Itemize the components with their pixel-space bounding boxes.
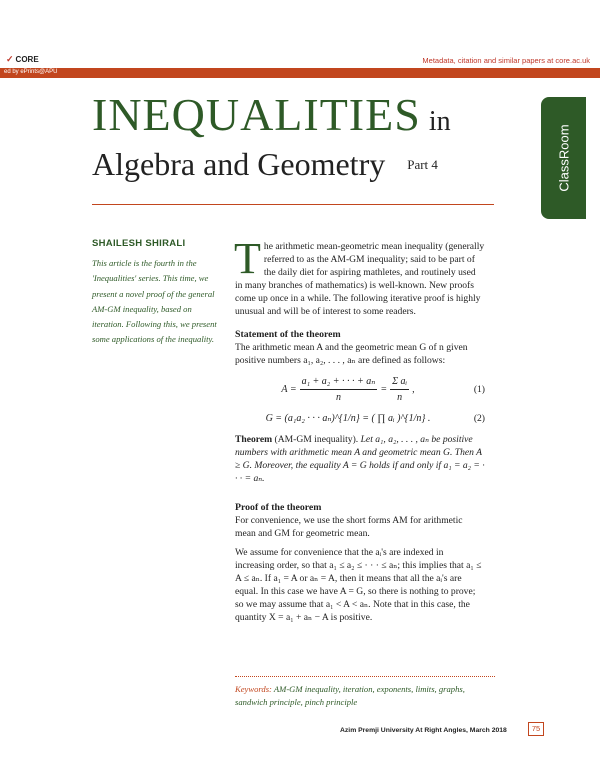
equation-2-body: G = (a₁a₂ · · · aₙ)^{1/n} = ( ∏ aᵢ )^{1/n} . — [265, 413, 431, 424]
equation-2 — [235, 412, 485, 425]
core-logo-text: CORE — [15, 55, 39, 64]
statement-heading: Statement of the theorem — [235, 329, 341, 340]
eq1-sum-numerator: Σ aᵢ — [390, 375, 409, 390]
theorem-text: Let a₁, a₂, . . . , aₙ be positive numbers with arithmetic mean A and geometric mean G. Then A ≥ G. Moreover, the equality A = G holds if and only if a₁ = a₂ = · · · = aₙ. — [235, 434, 485, 484]
dropcap: T — [234, 234, 261, 283]
eq1-lhs: A = — [281, 384, 297, 395]
eq2-number: (2) — [473, 413, 485, 424]
keywords-divider — [235, 676, 495, 677]
proof-paragraph-1: For convenience, we use the short forms AM for arithmetic mean and GM for geometric mean. — [235, 515, 463, 539]
footer-publication: Azim Premji University At Right Angles, March 2018 — [340, 727, 507, 734]
core-icon: ✓ — [6, 54, 14, 64]
keywords-text: AM-GM inequality, iteration, exponents, limits, graphs, sandwich principle, pinch principle — [235, 684, 465, 707]
title-subtitle: Algebra and Geometry — [92, 146, 386, 182]
theorem-name: (AM-GM inequality). — [272, 434, 359, 445]
section-tab — [541, 97, 586, 219]
title-in: in — [428, 106, 451, 137]
proof-heading: Proof of the theorem — [235, 502, 322, 513]
eq1-sum-denominator: n — [397, 392, 403, 403]
theorem-statement — [235, 433, 485, 485]
eq1-denominator: n — [335, 392, 341, 403]
title-line-1 — [92, 88, 451, 141]
intro-text: he arithmetic mean-geometric mean inequality (generally referred to as the AM-GM inequality; said to be part of the daily diet for aspiring mathletes, and routinely used in many branches of mathematics) is well-known. New proofs come up once in a while. The following iterative proof is highly unusual and will be of interest to some readers. — [235, 241, 485, 317]
title-divider — [92, 204, 494, 205]
equation-1 — [235, 375, 485, 404]
eq1-equals: = — [380, 384, 388, 395]
keywords — [235, 683, 495, 708]
core-strip — [0, 68, 600, 78]
statement-text: The arithmetic mean A and the geometric mean G of n given positive numbers a₁, a₂, . . . , aₙ are defined as follows: — [235, 342, 468, 366]
eq1-tail: , — [412, 384, 415, 395]
eq1-numerator: a₁ + a₂ + · · · + aₙ — [300, 375, 378, 390]
core-logo[interactable] — [6, 54, 39, 65]
eq1-fraction-1 — [300, 375, 378, 404]
abstract: This article is the fourth in the 'Inequalities' series. This time, we present a novel proof of the general AM-GM inequality, based on iteration. Following this, we present some applications of the inequality. — [92, 258, 217, 345]
core-strip-text[interactable]: ed by ePrints@APU — [4, 69, 58, 75]
intro-paragraph — [234, 234, 485, 318]
title-part: Part 4 — [407, 157, 438, 172]
author-name: SHAILESH SHIRALI — [92, 238, 186, 249]
eq1-fraction-2 — [390, 375, 409, 404]
title-main: INEQUALITIES — [92, 89, 421, 140]
eq1-number: (1) — [473, 384, 485, 395]
page-number: 75 — [528, 722, 544, 736]
title-line-2 — [92, 146, 438, 183]
keywords-label: Keywords: — [235, 684, 272, 694]
main-column — [234, 234, 485, 624]
equation-1-body — [235, 375, 461, 404]
proof-paragraph-2: We assume for convenience that the aᵢ's are indexed in increasing order, so that a₁ ≤ a₂ ≤ · · · ≤ aₙ; this implies that a₁ ≤ A ≤ aₙ. If a₁ = A or aₙ = A, then it means that all the aᵢ's are equal. In this case we have A = G, so there is nothing to prove; so we may assume that a₁ < A < aₙ. Note that in this case, the quantity X = a₁ + aₙ − A is positive. — [235, 547, 482, 623]
theorem-label: Theorem — [235, 434, 273, 445]
section-tab-label: ClassRoom — [556, 124, 571, 192]
core-metadata-link[interactable]: Metadata, citation and similar papers at core.ac.uk — [422, 56, 590, 65]
